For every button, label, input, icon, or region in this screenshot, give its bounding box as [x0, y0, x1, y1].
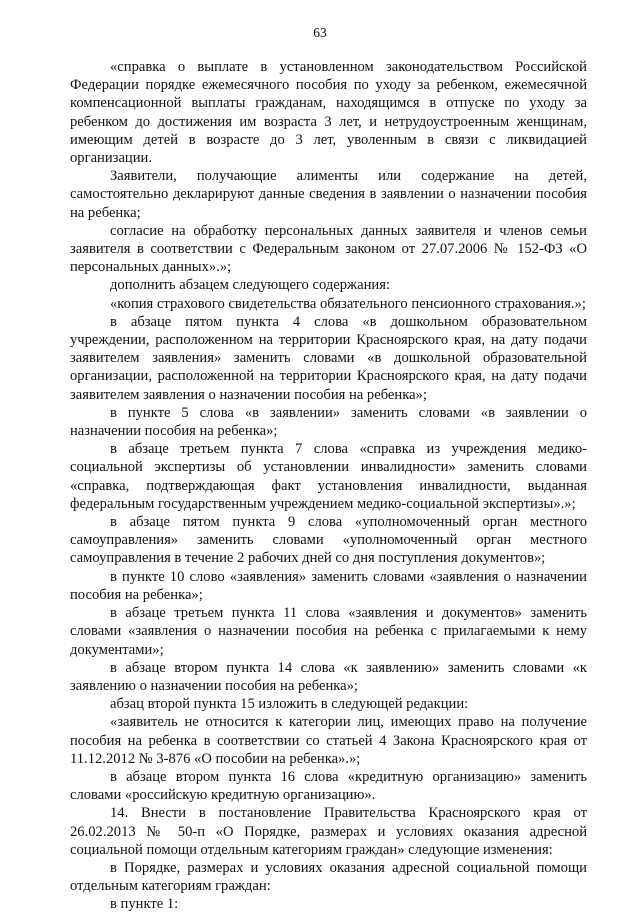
paragraph: в Порядке, размерах и условиях оказания адресной социальной помощи отдельным категориям граждан: [70, 859, 587, 895]
paragraph: в абзаце пятом пункта 9 слова «уполномоченный орган местного самоуправления» заменить словами «уполномоченный орган местного самоуправления в течение 2 рабочих дней со дня поступления документов»; [70, 514, 587, 567]
page-number: 63 [313, 25, 327, 40]
paragraph: в пункте 5 слова «в заявлении» заменить словами «в заявлении о назначении пособия на ребенка»; [70, 404, 587, 440]
paragraph: в абзаце втором пункта 14 слова «к заявлению» заменить словами «к заявлению о назначении пособия на ребенка»; [70, 659, 587, 694]
paragraph: «справка о выплате в установленном законодательством Российской Федерации порядке ежемесячного пособия по уходу за ребенком, ежемесячной компенсационной выплаты гражданам, находящимся в отпуске по уходу за ребенком до достижения им возраста 3 лет, и нетрудоустроенным женщинам, имеющим детей в возрасте до 3 лет, уволенным в связи с ликвидацией организации. [70, 59, 587, 167]
document-body [70, 58, 587, 914]
paragraph: в абзаце третьем пункта 11 слова «заявления и документов» заменить словами «заявления о назначении пособия на ребенка с прилагаемыми к нему документами»; [70, 605, 587, 658]
paragraph: согласие на обработку персональных данных заявителя и членов семьи заявителя в соответствии с Федеральным законом от 27.07.2006 № 152-ФЗ «О персональных данных».»; [70, 222, 587, 276]
paragraph: в пункте 10 слово «заявления» заменить словами «заявления о назначении пособия на ребенка»; [70, 568, 587, 603]
paragraph: в абзаце третьем пункта 7 слова «справка из учреждения медико-социальной экспертизы об установлении инвалидности» заменить словами «справка, подтверждающая факт установления инвалидности, выданная федеральным государственным учреждением медико-социальной экспертизы».»; [70, 441, 587, 512]
paragraph: в абзаце пятом пункта 4 слова «в дошкольном образовательном учреждении, расположенном на территории Красноярского края, на дату подачи заявителем заявления» заменить словами «в дошкольной образовательной организации, расположенной на территории Красноярского края, на дату подачи заявителем заявления о назначении пособия на ребенка»; [70, 313, 587, 403]
paragraph: «копия страхового свидетельства обязательного пенсионного страхования.»; [110, 295, 586, 312]
paragraph: в пункте 1: [110, 896, 179, 913]
paragraph: 14. Внести в постановление Правительства Красноярского края от 26.02.2013 № 50-п «О Порядке, размерах и условиях оказания адресной социальной помощи отдельным категориям граждан» следующие изменения: [70, 805, 587, 858]
paragraph: «заявитель не относится к категории лиц, имеющих право на получение пособия на ребенка в соответствии со статьей 4 Закона Красноярского края от 11.12.2012 № 3-876 «О пособии на ребенка».»; [70, 714, 587, 767]
paragraph: Заявители, получающие алименты или содержание на детей, самостоятельно декларируют данные сведения в заявлении о назначении пособия на ребенка; [70, 168, 587, 221]
paragraph: дополнить абзацем следующего содержания: [110, 277, 390, 294]
paragraph: абзац второй пункта 15 изложить в следующей редакции: [110, 696, 469, 713]
paragraph: в абзаце втором пункта 16 слова «кредитную организацию» заменить словами «российскую кредитную организацию». [70, 768, 587, 804]
